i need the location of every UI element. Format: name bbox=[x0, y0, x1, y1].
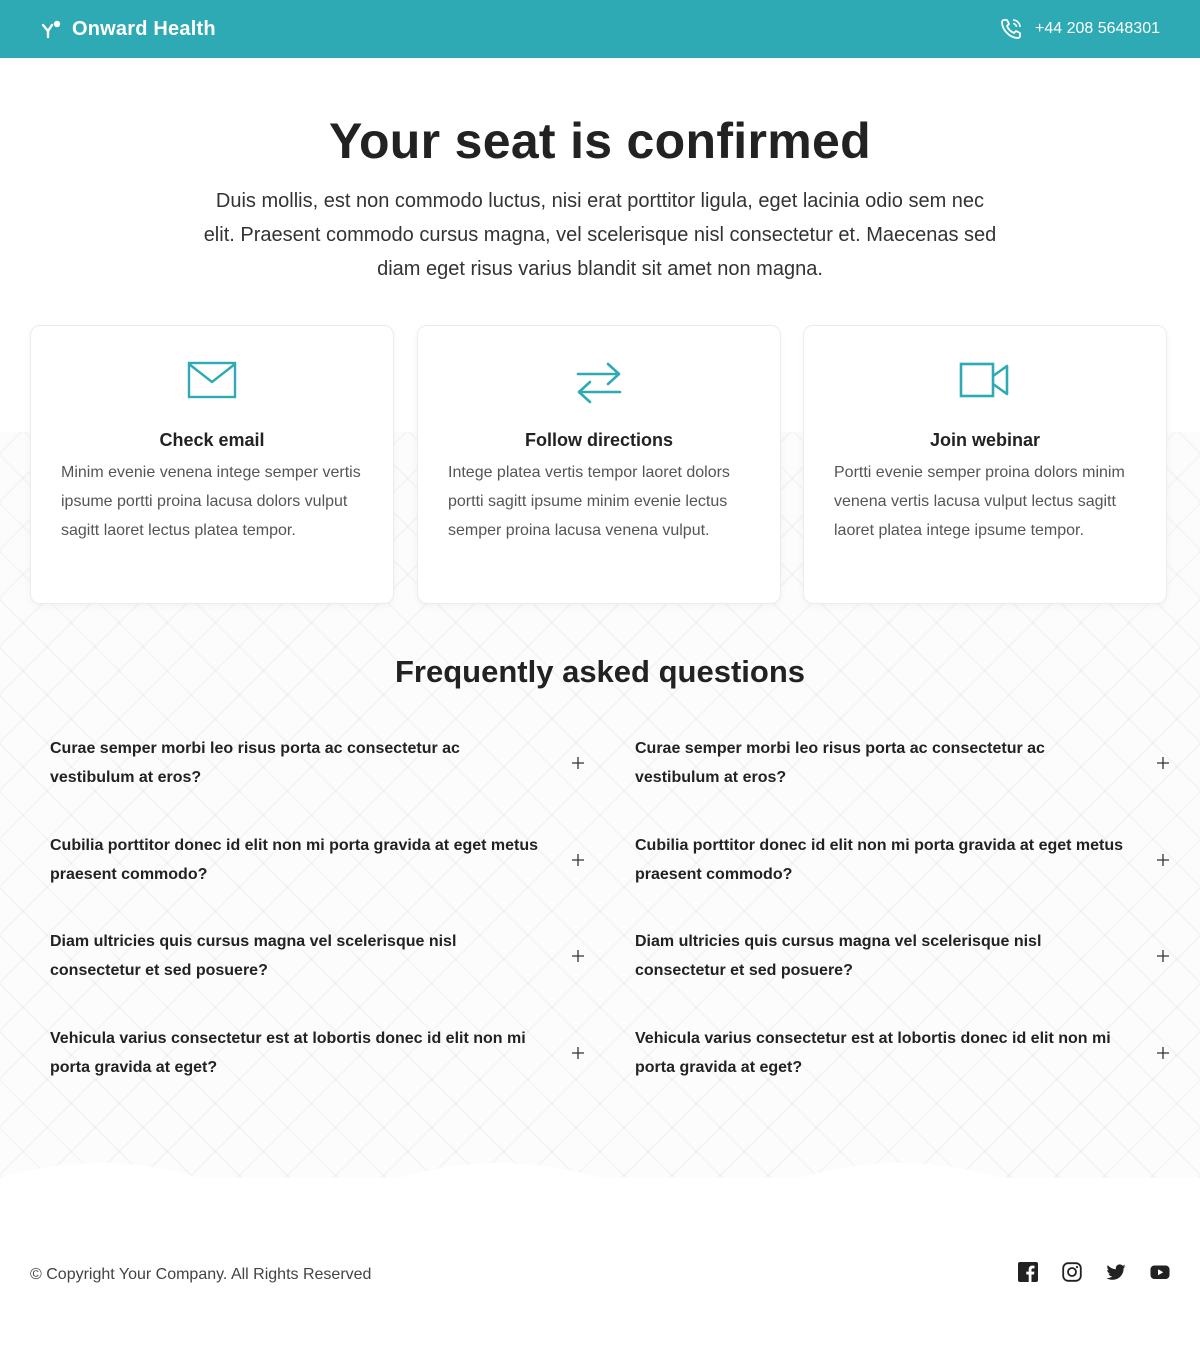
faq-question: Cubilia porttitor donec id elit non mi porta gravida at eget metus praesent commodo? bbox=[635, 837, 1124, 883]
youtube-link[interactable] bbox=[1150, 1262, 1170, 1282]
brand-name: Onward Health bbox=[72, 17, 216, 40]
faq-item[interactable] bbox=[635, 720, 1170, 796]
faq-question: Curae semper morbi leo risus porta ac consectetur ac vestibulum at eros? bbox=[50, 740, 460, 786]
faq-question: Curae semper morbi leo risus porta ac consectetur ac vestibulum at eros? bbox=[635, 740, 1045, 786]
plus-icon[interactable] bbox=[1156, 1046, 1170, 1060]
top-bar bbox=[0, 0, 1200, 58]
faq-item[interactable] bbox=[635, 913, 1170, 989]
step-card-join-webinar bbox=[803, 325, 1167, 604]
faq-item[interactable] bbox=[50, 720, 585, 796]
step-title: Join webinar bbox=[929, 430, 1041, 450]
twitter-link[interactable] bbox=[1106, 1262, 1126, 1282]
faq-title: Frequently asked questions bbox=[395, 654, 805, 689]
background-wave bbox=[0, 1148, 1200, 1188]
faq-question: Vehicula varius consectetur est at lobortis donec id elit non mi porta gravida at eget? bbox=[50, 1030, 526, 1076]
arrows-exchange-icon bbox=[574, 360, 624, 406]
faq-question: Diam ultricies quis cursus magna vel scelerisque nisl consectetur et sed posuere? bbox=[635, 933, 1042, 979]
footer-copyright: © Copyright Your Company. All Rights Reserved bbox=[30, 1266, 372, 1283]
instagram-icon bbox=[1062, 1262, 1082, 1282]
plus-icon[interactable] bbox=[571, 853, 585, 867]
step-card-check-email bbox=[30, 325, 394, 604]
step-card-follow-directions bbox=[417, 325, 781, 604]
step-text: Minim evenie venena intege semper vertis ipsume portti proina lacusa dolors vulput sagitt laoret lectus platea tempor. bbox=[61, 464, 361, 539]
plus-icon[interactable] bbox=[571, 1046, 585, 1060]
plus-icon[interactable] bbox=[1156, 853, 1170, 867]
onward-logo-icon bbox=[40, 19, 62, 39]
phone-number: +44 208 5648301 bbox=[1034, 20, 1160, 37]
plus-icon[interactable] bbox=[1156, 756, 1170, 770]
step-text: Intege platea vertis tempor laoret dolors portti sagitt ipsume minim evenie lectus semper proina lacusa venena vulput. bbox=[448, 464, 730, 539]
faq-item[interactable] bbox=[635, 817, 1170, 893]
step-title: Check email bbox=[159, 430, 265, 450]
faq-question: Vehicula varius consectetur est at lobortis donec id elit non mi porta gravida at eget? bbox=[635, 1030, 1111, 1076]
facebook-link[interactable] bbox=[1018, 1262, 1038, 1282]
faq-question: Diam ultricies quis cursus magna vel scelerisque nisl consectetur et sed posuere? bbox=[50, 933, 457, 979]
phone-icon bbox=[999, 17, 1023, 41]
youtube-icon bbox=[1150, 1262, 1170, 1282]
video-camera-icon bbox=[959, 360, 1011, 400]
page-title: Your seat is confirmed bbox=[329, 113, 871, 169]
social-links bbox=[1018, 1262, 1170, 1282]
instagram-link[interactable] bbox=[1062, 1262, 1082, 1282]
faq-question: Cubilia porttitor donec id elit non mi porta gravida at eget metus praesent commodo? bbox=[50, 837, 539, 883]
faq-item[interactable] bbox=[50, 1010, 585, 1086]
step-text: Portti evenie semper proina dolors minim venena vertis lacusa vulput lectus sagitt laoret platea intege ipsume tempor. bbox=[834, 464, 1125, 539]
plus-icon[interactable] bbox=[1156, 949, 1170, 963]
faq-item[interactable] bbox=[50, 817, 585, 893]
faq-item[interactable] bbox=[635, 1010, 1170, 1086]
phone-link[interactable] bbox=[999, 0, 1160, 58]
envelope-icon bbox=[187, 360, 237, 400]
facebook-icon bbox=[1018, 1262, 1038, 1282]
brand-logo-link[interactable] bbox=[40, 0, 216, 58]
plus-icon[interactable] bbox=[571, 949, 585, 963]
hero-description: Duis mollis, est non commodo luctus, nisi erat porttitor ligula, eget lacinia odio sem nec elit. Praesent commodo cursus magna, vel scelerisque nisl consectetur et. Maecenas sed diam eget risus varius blandit sit amet non magna. bbox=[203, 190, 997, 280]
twitter-icon bbox=[1106, 1262, 1126, 1282]
plus-icon[interactable] bbox=[571, 756, 585, 770]
faq-item[interactable] bbox=[50, 913, 585, 989]
step-title: Follow directions bbox=[524, 430, 673, 450]
